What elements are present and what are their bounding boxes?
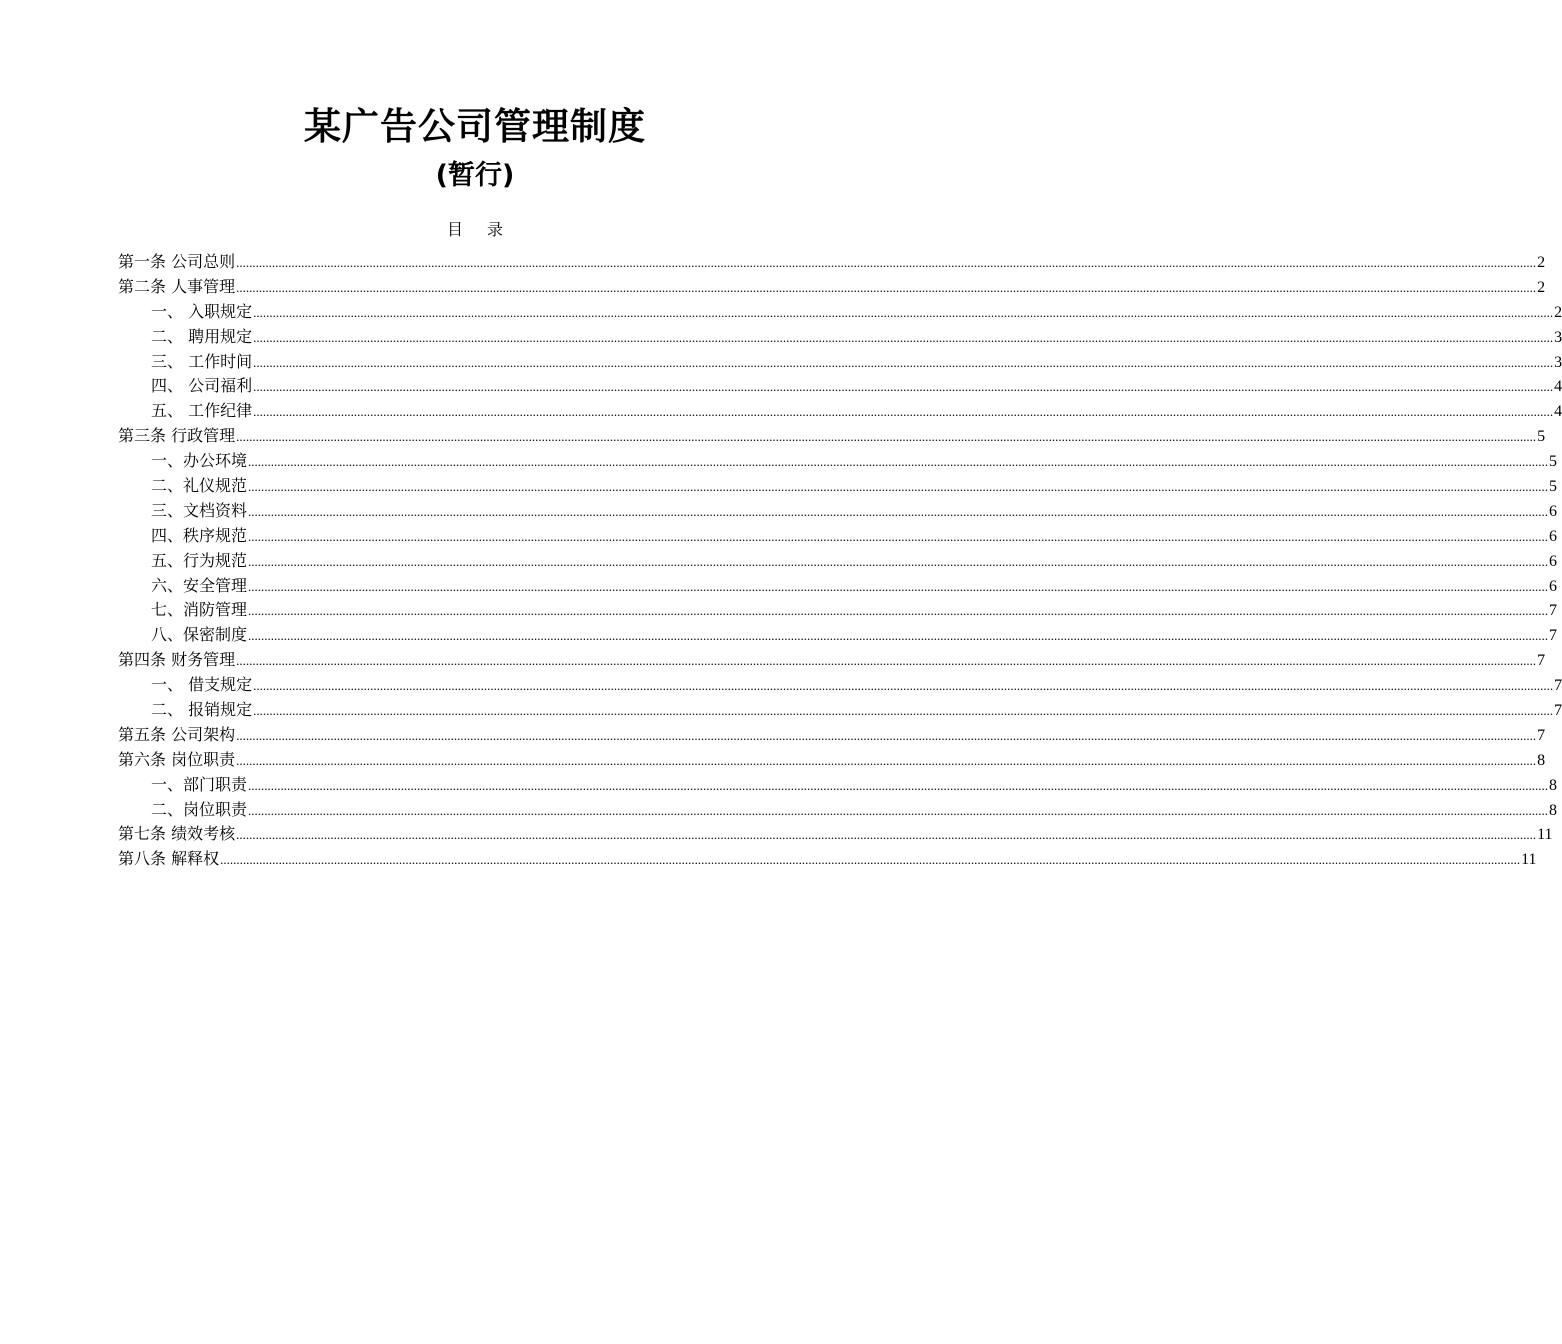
dot-leader: ................................................................................................................................................................................................................................................................................................................................................................................................................ [253,404,1554,420]
dot-leader: ................................................................................................................................................................................................................................................................................................................................................................................................................ [248,479,1549,495]
toc-entry-title: 六、安全管理 [151,575,248,595]
toc-entry[interactable] [118,474,1558,499]
dot-leader: ................................................................................................................................................................................................................................................................................................................................................................................................................ [248,528,1549,544]
toc-entry-title: 第六条 岗位职责 [118,749,236,769]
toc-entry-title: 二、礼仪规范 [151,476,248,496]
toc-entry-title: 七、消防管理 [151,600,248,620]
toc-entry[interactable] [118,549,1558,574]
dot-leader: ................................................................................................................................................................................................................................................................................................................................................................................................................ [248,553,1549,569]
toc-entry[interactable] [118,623,1558,648]
toc-entry-page-number: 6 [1549,552,1558,570]
toc-entry-title: 第七条 绩效考核 [118,824,236,844]
dot-leader: ................................................................................................................................................................................................................................................................................................................................................................................................................ [253,354,1554,370]
toc-entry-page-number: 7 [1537,652,1546,670]
toc-entry-title: 一、办公环境 [151,451,248,471]
toc-entry-page-number: 4 [1554,378,1562,396]
dot-leader: ................................................................................................................................................................................................................................................................................................................................................................................................................ [248,578,1549,594]
toc-entry[interactable] [118,748,1546,773]
toc-entry[interactable] [118,524,1558,549]
toc-entry[interactable] [118,250,1546,275]
toc-entry-title: 二、 聘用规定 [151,326,253,346]
dot-leader: ................................................................................................................................................................................................................................................................................................................................................................................................................ [253,304,1554,320]
toc-entry-page-number: 7 [1537,726,1546,744]
toc-entry-page-number: 11 [1521,851,1537,869]
toc-entry[interactable] [118,773,1558,798]
toc-entry-page-number: 2 [1537,254,1546,271]
toc-entry-page-number: 6 [1549,502,1558,520]
toc-entry-title: 三、文档资料 [151,500,248,520]
toc-entry-page-number: 7 [1554,702,1562,720]
dot-leader: ................................................................................................................................................................................................................................................................................................................................................................................................................ [236,255,1537,270]
toc-entry[interactable] [118,350,1562,375]
toc-entry[interactable] [118,424,1546,449]
toc-entry[interactable] [118,325,1562,350]
toc-entry-page-number: 7 [1554,677,1562,695]
toc-entry-title: 五、行为规范 [151,550,248,570]
toc-entry[interactable] [118,374,1562,399]
toc-entry[interactable] [118,499,1558,524]
dot-leader: ................................................................................................................................................................................................................................................................................................................................................................................................................ [220,852,1521,868]
dot-leader: ................................................................................................................................................................................................................................................................................................................................................................................................................ [253,379,1554,395]
toc-entry-page-number: 4 [1554,403,1562,421]
toc-entry[interactable] [118,275,1546,300]
toc-entry-title: 第五条 公司架构 [118,724,236,744]
dot-leader: ................................................................................................................................................................................................................................................................................................................................................................................................................ [248,628,1549,644]
toc-entry-page-number: 6 [1549,527,1558,545]
toc-entry-page-number: 5 [1537,428,1546,446]
document-title: 某广告公司管理制度 [304,105,646,148]
dot-leader: ................................................................................................................................................................................................................................................................................................................................................................................................................ [248,777,1549,793]
toc-entry-page-number: 8 [1549,776,1558,794]
dot-leader: ................................................................................................................................................................................................................................................................................................................................................................................................................ [248,603,1549,619]
toc-entry[interactable] [118,574,1558,599]
document-subtitle: (暂行) [435,160,515,191]
dot-leader: ................................................................................................................................................................................................................................................................................................................................................................................................................ [236,653,1537,669]
dot-leader: ................................................................................................................................................................................................................................................................................................................................................................................................................ [236,752,1537,768]
toc-entry[interactable] [118,698,1562,723]
toc-entry[interactable] [118,449,1558,474]
toc-entry-page-number: 7 [1549,602,1558,620]
toc-entry[interactable] [118,300,1562,325]
toc-entry-page-number: 2 [1554,303,1562,321]
toc-entry-title: 一、 借支规定 [151,675,253,695]
toc-entry-page-number: 3 [1554,328,1562,346]
toc-entry-title: 五、 工作纪律 [151,401,253,421]
dot-leader: ................................................................................................................................................................................................................................................................................................................................................................................................................ [236,727,1537,743]
toc-entry[interactable] [118,822,1553,847]
toc-entry-page-number: 8 [1537,751,1546,769]
toc-entry-title: 第二条 人事管理 [118,276,236,296]
toc-entry-title: 三、 工作时间 [151,351,253,371]
toc-entry[interactable] [118,598,1558,623]
dot-leader: ................................................................................................................................................................................................................................................................................................................................................................................................................ [236,279,1537,295]
toc-entry-page-number: 8 [1549,801,1558,819]
toc-entry[interactable] [118,673,1562,698]
toc-entry-title: 一、 入职规定 [151,301,253,321]
toc-entry-title: 四、秩序规范 [151,525,248,545]
dot-leader: ................................................................................................................................................................................................................................................................................................................................................................................................................ [248,454,1549,470]
dot-leader: ................................................................................................................................................................................................................................................................................................................................................................................................................ [253,329,1554,345]
toc-entry-page-number: 2 [1537,278,1546,296]
toc-entry-page-number: 7 [1549,627,1558,645]
dot-leader: ................................................................................................................................................................................................................................................................................................................................................................................................................ [253,703,1554,719]
toc-entry[interactable] [118,798,1558,823]
toc-entry[interactable] [118,648,1546,673]
dot-leader: ................................................................................................................................................................................................................................................................................................................................................................................................................ [236,429,1537,445]
toc-entry-title: 第四条 财务管理 [118,650,236,670]
toc-entry-page-number: 3 [1554,353,1562,371]
toc-entry-title: 一、部门职责 [151,774,248,794]
table-of-contents [118,250,1562,872]
toc-entry-page-number: 6 [1549,577,1558,595]
dot-leader: ................................................................................................................................................................................................................................................................................................................................................................................................................ [236,827,1537,843]
toc-entry[interactable] [118,723,1546,748]
dot-leader: ................................................................................................................................................................................................................................................................................................................................................................................................................ [253,678,1554,694]
toc-entry-title: 第八条 解释权 [118,849,220,869]
toc-entry-page-number: 5 [1549,453,1558,471]
toc-entry-title: 四、 公司福利 [151,376,253,396]
dot-leader: ................................................................................................................................................................................................................................................................................................................................................................................................................ [248,503,1549,519]
toc-heading: 目录 [446,220,527,239]
toc-entry[interactable] [118,399,1562,424]
toc-entry-page-number: 11 [1537,826,1553,844]
dot-leader: ................................................................................................................................................................................................................................................................................................................................................................................................................ [248,802,1549,818]
toc-entry[interactable] [118,847,1537,872]
toc-entry-title: 八、保密制度 [151,625,248,645]
toc-entry-title: 二、岗位职责 [151,799,248,819]
toc-entry-title: 第三条 行政管理 [118,426,236,446]
toc-entry-title: 二、 报销规定 [151,700,253,720]
toc-entry-title: 第一条 公司总则 [118,252,236,271]
toc-entry-page-number: 5 [1549,478,1558,496]
